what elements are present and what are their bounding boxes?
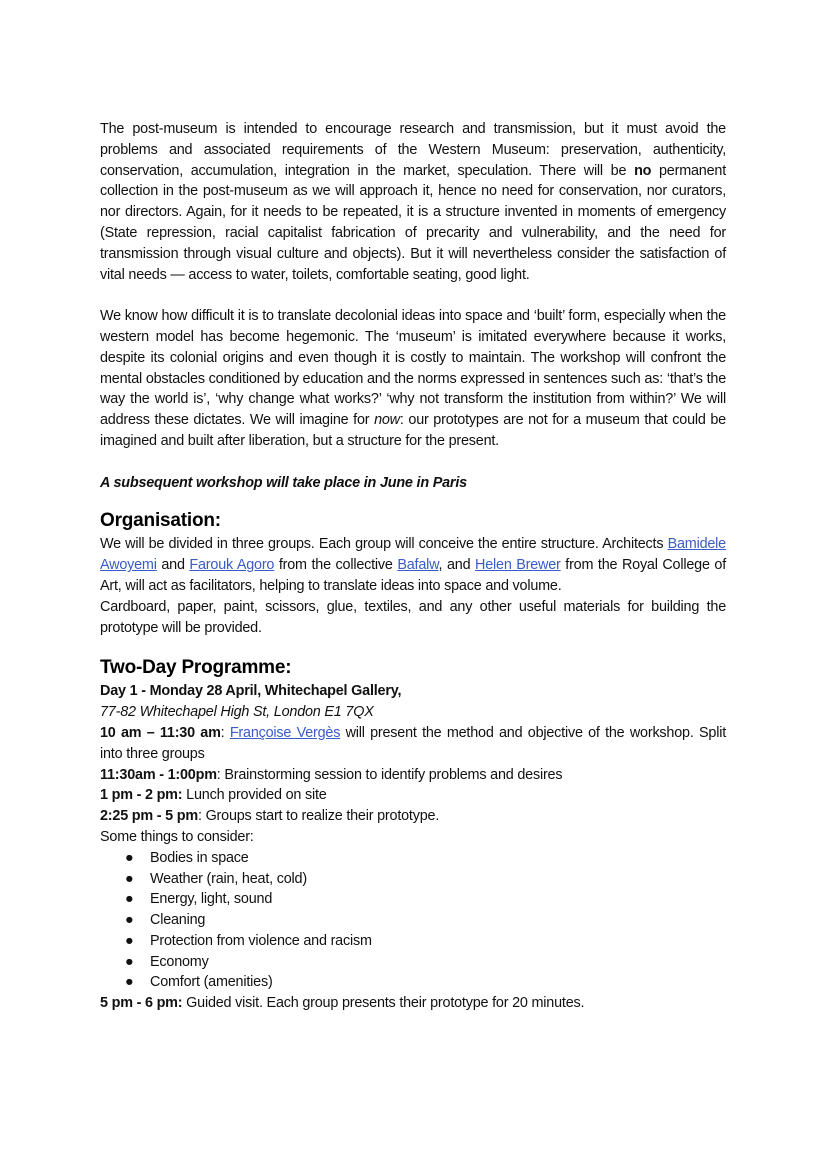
text: We know how difficult it is to translate decolonial ideas into space and ‘built’ form, especially when the western model has become hegemonic. The ‘museum’ is imitated everywhere because it works, despite its colonial origins and even though it is costly to maintain. The workshop will confront the mental obstacles conditioned by education and the norms expressed in sentences such as: ‘that’s the way the world is’, ‘why change what works?’ ‘why not transform the institution from within?’ We will address these dictates. We will imagine for <box>100 308 726 429</box>
list-item-text: Bodies in space <box>150 849 249 866</box>
slot-3 <box>100 785 726 806</box>
text: : <box>220 724 230 741</box>
document-page <box>100 119 726 1014</box>
list-item-text: Protection from violence and racism <box>150 932 372 949</box>
text: The post-museum is intended to encourage research and transmission, but it must avoid the problems and associated requirements of the Western Museum: preservation, authenticity, conservation, accumulation, integration in the market, speculation. There will be <box>100 121 726 179</box>
emphasis-no: no <box>634 162 652 179</box>
intro-paragraph-2 <box>100 306 726 452</box>
considerations-list <box>100 848 726 994</box>
slot-2 <box>100 765 726 786</box>
slot-time: 5 pm - 6 pm: <box>100 995 183 1012</box>
slot-1 <box>100 723 726 765</box>
slot-time: 11:30am - 1:00pm <box>100 766 217 783</box>
emphasis-now: now <box>374 412 400 429</box>
link-bamidele-awoyemi[interactable]: Bamidele Awoyemi <box>100 536 726 574</box>
text: : our prototypes are not for a museum that could be imagined and built after liberation, but a structure for the present. <box>100 412 726 449</box>
slot-time: 1 pm - 2 pm: <box>100 787 183 804</box>
list-item <box>100 869 726 890</box>
spacer <box>100 452 726 473</box>
day1-address: 77-82 Whitechapel High St, London E1 7QX <box>100 704 374 721</box>
slot-5 <box>100 993 726 1014</box>
consider-label: Some things to consider: <box>100 828 254 845</box>
list-item <box>100 952 726 973</box>
list-item-text: Energy, light, sound <box>150 891 273 908</box>
text: Guided visit. Each group presents their prototype for 20 minutes. <box>182 995 585 1012</box>
slot-4 <box>100 806 726 827</box>
text: will present the method and objective of the workshop. Split into three groups <box>100 724 726 762</box>
bullet-icon: ● <box>125 974 134 991</box>
programme-heading: Two-Day Programme: <box>100 657 292 679</box>
bullet-icon: ● <box>125 891 134 908</box>
text: , and <box>438 557 476 574</box>
list-item-text: Cleaning <box>150 912 206 929</box>
text: from the Royal College of Art, will act as facilitators, helping to translate ideas into space and volume. <box>100 557 727 594</box>
link-bafalw[interactable]: Bafalw <box>397 557 439 574</box>
list-item <box>100 910 726 931</box>
bullet-icon: ● <box>125 849 134 866</box>
intro-paragraph-1 <box>100 119 726 285</box>
text: permanent collection in the post-museum as we will approach it, hence no need for conservation, nor curators, nor directors. Again, for it needs to be repeated, it is a structure invented in moments of emergency (State repression, racial capitalist fabrication of precarity and vulnerability, and the need for transmission through visual culture and objects). But it will nevertheless consider the satisfaction of vital needs — access to water, toilets, comfortable seating, good light. <box>100 162 727 283</box>
text: : Brainstorming session to identify problems and desires <box>216 766 563 783</box>
materials-paragraph: Cardboard, paper, paint, scissors, glue, textiles, and any other useful materials for building the prototype will be provided. <box>100 598 726 636</box>
list-item <box>100 889 726 910</box>
list-item <box>100 972 726 993</box>
day1-title <box>100 681 726 702</box>
text: : Groups start to realize their prototype. <box>197 808 440 825</box>
day1-title-text: Day 1 - Monday 28 April, Whitechapel Gallery, <box>100 683 402 700</box>
slot-time: 10 am – 11:30 am <box>100 724 221 741</box>
subsequent-workshop-note: A subsequent workshop will take place in June in Paris <box>100 474 467 491</box>
link-farouk-agoro[interactable]: Farouk Agoro <box>189 557 275 574</box>
slot-time: 2:25 pm - 5 pm <box>100 808 198 825</box>
bullet-icon: ● <box>125 912 134 929</box>
text: from the collective <box>274 557 398 574</box>
bullet-icon: ● <box>125 870 134 887</box>
list-item-text: Comfort (amenities) <box>150 974 273 991</box>
text: Lunch provided on site <box>182 787 327 804</box>
bullet-icon: ● <box>125 932 134 949</box>
link-helen-brewer[interactable]: Helen Brewer <box>475 557 561 574</box>
spacer <box>100 285 726 306</box>
organisation-heading: Organisation: <box>100 510 221 532</box>
bullet-icon: ● <box>125 953 134 970</box>
text: We will be divided in three groups. Each group will conceive the entire structure. Architects <box>100 536 668 553</box>
text: and <box>156 557 190 574</box>
link-francoise-verges[interactable]: Françoise Vergès <box>229 724 341 741</box>
list-item-text: Economy <box>150 953 209 970</box>
list-item-text: Weather (rain, heat, cold) <box>150 870 307 887</box>
list-item <box>100 848 726 869</box>
organisation-paragraph <box>100 534 726 596</box>
list-item <box>100 931 726 952</box>
